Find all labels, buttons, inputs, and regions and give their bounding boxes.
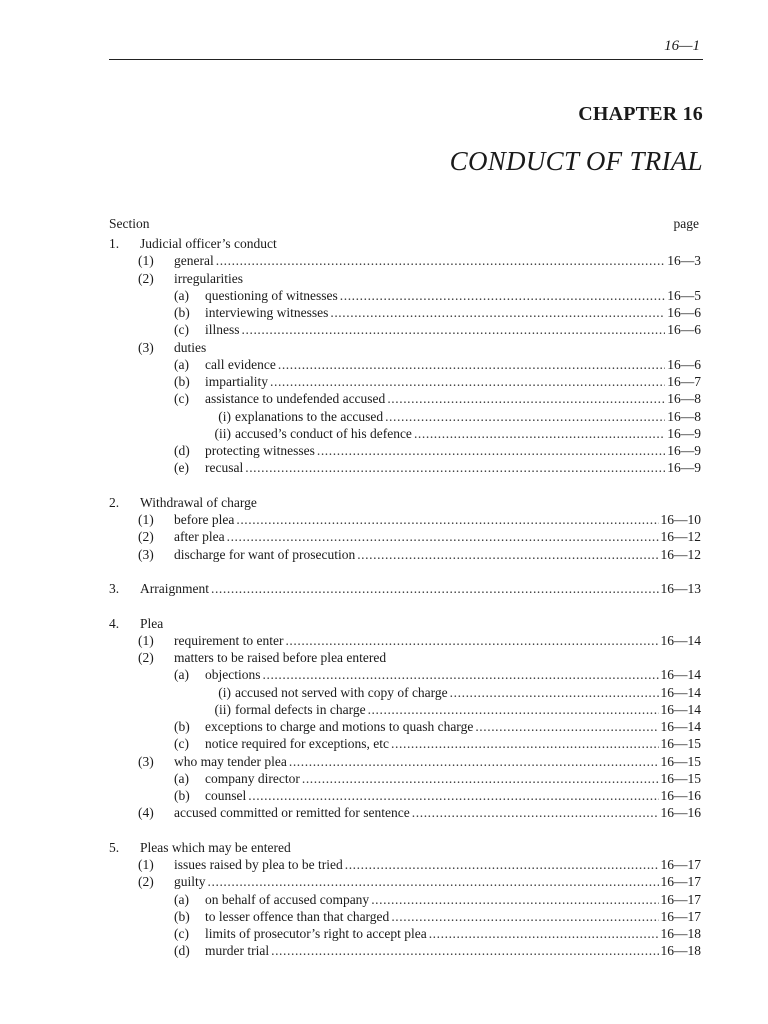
toc-entry-body bbox=[174, 649, 701, 666]
toc-dot-leader bbox=[371, 891, 658, 908]
toc-dot-leader bbox=[345, 856, 659, 873]
toc-entry bbox=[109, 804, 701, 821]
toc-entry-number: (b) bbox=[174, 374, 190, 389]
toc-entry bbox=[109, 442, 701, 459]
toc-entry-page: 16—6 bbox=[667, 322, 701, 338]
toc-section-heading: Section bbox=[109, 216, 150, 231]
toc-entry-label: issues raised by plea to be tried bbox=[174, 857, 343, 872]
toc-dot-leader bbox=[248, 787, 658, 804]
toc-spacer bbox=[109, 822, 701, 839]
toc-entry-page: 16—7 bbox=[667, 374, 701, 389]
toc-entry bbox=[109, 701, 701, 718]
toc-entry bbox=[109, 684, 701, 701]
toc-entry-body bbox=[205, 718, 701, 735]
toc-entry-number: (ii) bbox=[214, 425, 231, 441]
toc-dot-leader bbox=[216, 252, 666, 269]
toc-entry-body bbox=[174, 528, 701, 545]
toc-entry-body bbox=[140, 494, 701, 511]
toc-dot-leader bbox=[242, 321, 666, 338]
toc-entry bbox=[109, 321, 701, 338]
header-rule bbox=[109, 59, 703, 60]
toc-dot-leader bbox=[317, 442, 665, 459]
toc-entry-body bbox=[205, 321, 701, 338]
toc-entry-page: 16—14 bbox=[660, 632, 701, 648]
toc-entry-body bbox=[174, 270, 701, 287]
toc-dot-leader bbox=[385, 408, 665, 425]
toc-entry bbox=[109, 925, 701, 942]
toc-entry-number: (1) bbox=[138, 512, 154, 527]
toc-entry-label: assistance to undefended accused bbox=[205, 391, 386, 407]
toc-entry-page: 16—17 bbox=[660, 891, 701, 907]
toc-entry-label: who may tender plea bbox=[174, 753, 287, 769]
toc-entry-number: (a) bbox=[174, 356, 189, 372]
toc-entry-number: (2) bbox=[138, 270, 154, 286]
toc-entry-body bbox=[174, 804, 701, 821]
toc-dot-leader bbox=[391, 908, 658, 925]
toc-entry-number: (3) bbox=[138, 546, 154, 562]
toc-entry-number: (2) bbox=[138, 529, 154, 545]
toc-entry-label: irregularities bbox=[174, 270, 243, 286]
toc-entry-number: (b) bbox=[174, 788, 190, 803]
toc-entry-page: 16—8 bbox=[667, 391, 701, 407]
toc-entry-page: 16—18 bbox=[660, 943, 701, 959]
toc-entry-body bbox=[140, 839, 701, 856]
toc-entry-number: (a) bbox=[174, 770, 189, 786]
toc-entry-page: 16—6 bbox=[667, 305, 701, 320]
toc-entry-body bbox=[205, 787, 701, 804]
toc-entry-number: (d) bbox=[174, 443, 190, 458]
toc-entry-label: guilty bbox=[174, 874, 206, 890]
toc-entry-page: 16—10 bbox=[660, 512, 701, 527]
toc-entry bbox=[109, 546, 701, 563]
toc-entry-label: discharge for want of prosecution bbox=[174, 546, 356, 562]
toc-entry-label: requirement to enter bbox=[174, 632, 284, 648]
toc-entry-label: accused’s conduct of his defence bbox=[235, 425, 412, 441]
toc-entry-number: (3) bbox=[138, 753, 154, 769]
toc-entry-page: 16—9 bbox=[667, 425, 701, 441]
toc-entry-number: (e) bbox=[174, 460, 189, 476]
toc-entry bbox=[109, 270, 701, 287]
toc-entry-body bbox=[205, 373, 701, 390]
toc-entry bbox=[109, 304, 701, 321]
toc-entry-body bbox=[235, 684, 701, 701]
toc-dot-leader bbox=[412, 804, 659, 821]
toc-dot-leader bbox=[391, 735, 658, 752]
toc-entry-number: (c) bbox=[174, 736, 189, 752]
toc-entry-page: 16—17 bbox=[660, 857, 701, 872]
toc-entry-body bbox=[235, 701, 701, 718]
toc-dot-leader bbox=[450, 684, 659, 701]
toc-entry bbox=[109, 528, 701, 545]
toc-entry-page: 16—16 bbox=[660, 805, 701, 821]
toc-entry-body bbox=[205, 356, 701, 373]
toc-entry-body bbox=[174, 856, 701, 873]
toc-entry bbox=[109, 287, 701, 304]
toc-entry bbox=[109, 873, 701, 890]
toc-entry-number: 2. bbox=[109, 494, 120, 510]
toc-entry-page: 16—14 bbox=[660, 684, 701, 700]
toc-entry bbox=[109, 580, 701, 597]
toc-entry-label: Plea bbox=[140, 615, 164, 631]
toc-entry-number: (a) bbox=[174, 287, 189, 303]
toc-entry bbox=[109, 666, 701, 683]
toc-entry-body bbox=[174, 873, 701, 890]
toc-entry-number: (c) bbox=[174, 322, 189, 338]
toc-entry-body bbox=[205, 891, 701, 908]
toc-entry-number: (4) bbox=[138, 805, 154, 821]
toc-dot-leader bbox=[211, 580, 659, 597]
toc-entry-body bbox=[235, 425, 701, 442]
toc-entry-label: interviewing witnesses bbox=[205, 305, 329, 320]
toc-entry bbox=[109, 942, 701, 959]
toc-entry-page: 16—14 bbox=[660, 667, 701, 683]
toc-entry bbox=[109, 615, 701, 632]
toc-entry-page: 16—15 bbox=[660, 736, 701, 752]
toc-entry-label: to lesser offence than that charged bbox=[205, 908, 390, 924]
toc-dot-leader bbox=[330, 304, 665, 321]
toc-entry-number: 3. bbox=[109, 581, 120, 596]
toc-entry-body bbox=[205, 304, 701, 321]
toc-entry-page: 16—9 bbox=[667, 443, 701, 458]
toc-entry-page: 16—13 bbox=[660, 581, 701, 596]
toc-entry-body bbox=[174, 632, 701, 649]
toc-entry-label: impartiality bbox=[205, 374, 268, 389]
toc-entry-number: (a) bbox=[174, 667, 189, 683]
toc-entry-number: 5. bbox=[109, 839, 120, 855]
toc-entry bbox=[109, 511, 701, 528]
toc-entry-body bbox=[140, 235, 701, 252]
toc-entry-label: objections bbox=[205, 667, 261, 683]
toc-entry bbox=[109, 408, 701, 425]
toc-entry-label: accused not served with copy of charge bbox=[235, 684, 448, 700]
toc-page-heading: page bbox=[673, 216, 699, 231]
toc-spacer bbox=[109, 477, 701, 494]
toc-entry-label: after plea bbox=[174, 529, 225, 545]
toc-spacer bbox=[109, 563, 701, 580]
toc-entry-page: 16—3 bbox=[667, 253, 701, 269]
toc-entry-number: (1) bbox=[138, 632, 154, 648]
toc-entry-page: 16—14 bbox=[660, 701, 701, 717]
toc-entry-body bbox=[205, 442, 701, 459]
toc-entry-number: (a) bbox=[174, 891, 189, 907]
toc-entry-label: general bbox=[174, 253, 214, 269]
toc-entry-number: (3) bbox=[138, 339, 154, 355]
toc-dot-leader bbox=[208, 873, 659, 890]
toc-entry-number: (b) bbox=[174, 719, 190, 734]
toc-entry-label: Pleas which may be entered bbox=[140, 839, 291, 855]
toc-entry-label: matters to be raised before plea entered bbox=[174, 650, 387, 665]
toc-entry-page: 16—15 bbox=[660, 753, 701, 769]
toc-entry-number: (2) bbox=[138, 874, 154, 890]
toc-entry-number: (1) bbox=[138, 253, 154, 269]
toc-entry-page: 16—16 bbox=[660, 788, 701, 803]
toc-entry-page: 16—8 bbox=[667, 408, 701, 424]
toc-entry bbox=[109, 753, 701, 770]
toc-dot-leader bbox=[414, 425, 665, 442]
toc-entry-body bbox=[140, 615, 701, 632]
toc-entry-label: Arraignment bbox=[140, 581, 209, 596]
toc-entry-label: duties bbox=[174, 339, 207, 355]
toc-entry-body bbox=[174, 339, 701, 356]
toc-entry-body bbox=[205, 925, 701, 942]
toc-entry bbox=[109, 787, 701, 804]
toc-dot-leader bbox=[302, 770, 659, 787]
toc-dot-leader bbox=[227, 528, 659, 545]
table-of-contents bbox=[109, 235, 701, 960]
toc-dot-leader bbox=[340, 287, 666, 304]
toc-entry-number: (ii) bbox=[214, 701, 231, 717]
toc-entry-body bbox=[174, 753, 701, 770]
toc-entry-body bbox=[235, 408, 701, 425]
toc-dot-leader bbox=[475, 718, 658, 735]
toc-entry bbox=[109, 839, 701, 856]
toc-entry bbox=[109, 425, 701, 442]
toc-entry bbox=[109, 494, 701, 511]
toc-entry bbox=[109, 339, 701, 356]
toc-dot-leader bbox=[285, 632, 658, 649]
toc-entry-number: (b) bbox=[174, 305, 190, 320]
toc-entry-body bbox=[174, 252, 701, 269]
toc-entry-page: 16—6 bbox=[667, 356, 701, 372]
toc-entry bbox=[109, 235, 701, 252]
toc-entry bbox=[109, 735, 701, 752]
toc-entry bbox=[109, 856, 701, 873]
toc-column-headings bbox=[109, 215, 699, 232]
toc-entry-page: 16—12 bbox=[660, 529, 701, 545]
toc-entry bbox=[109, 373, 701, 390]
toc-entry bbox=[109, 459, 701, 476]
toc-dot-leader bbox=[278, 356, 665, 373]
toc-dot-leader bbox=[289, 753, 659, 770]
toc-entry-label: on behalf of accused company bbox=[205, 891, 370, 907]
toc-entry-page: 16—14 bbox=[660, 719, 701, 734]
toc-entry-label: limits of prosecutor’s right to accept plea bbox=[205, 926, 427, 941]
toc-entry-label: call evidence bbox=[205, 356, 276, 372]
toc-entry-number: 4. bbox=[109, 615, 120, 631]
toc-entry-body bbox=[205, 735, 701, 752]
toc-entry-label: accused committed or remitted for sentence bbox=[174, 805, 410, 821]
toc-entry-label: explanations to the accused bbox=[235, 408, 384, 424]
toc-entry-number: (1) bbox=[138, 857, 154, 872]
toc-entry-label: protecting witnesses bbox=[205, 443, 315, 458]
toc-entry bbox=[109, 252, 701, 269]
toc-entry-number: 1. bbox=[109, 236, 120, 251]
toc-entry-page: 16—17 bbox=[660, 874, 701, 890]
toc-entry-body bbox=[205, 908, 701, 925]
toc-entry-number: (c) bbox=[174, 391, 189, 407]
toc-entry-page: 16—17 bbox=[660, 908, 701, 924]
toc-entry-body bbox=[174, 511, 701, 528]
toc-entry-page: 16—9 bbox=[667, 460, 701, 476]
toc-entry-label: illness bbox=[205, 322, 240, 338]
toc-entry-body bbox=[205, 666, 701, 683]
toc-entry-label: formal defects in charge bbox=[235, 701, 366, 717]
toc-entry-body bbox=[205, 459, 701, 476]
toc-entry-number: (i) bbox=[218, 408, 231, 424]
toc-dot-leader bbox=[271, 942, 658, 959]
toc-entry-label: recusal bbox=[205, 460, 244, 476]
toc-entry-page: 16—15 bbox=[660, 770, 701, 786]
toc-dot-leader bbox=[368, 701, 659, 718]
toc-dot-leader bbox=[387, 390, 665, 407]
toc-entry-label: Judicial officer’s conduct bbox=[140, 236, 277, 251]
toc-entry-body bbox=[140, 580, 701, 597]
toc-entry bbox=[109, 356, 701, 373]
toc-entry bbox=[109, 908, 701, 925]
toc-entry bbox=[109, 632, 701, 649]
toc-entry bbox=[109, 649, 701, 666]
toc-dot-leader bbox=[357, 546, 658, 563]
toc-dot-leader bbox=[236, 511, 658, 528]
toc-entry-page: 16—5 bbox=[667, 287, 701, 303]
toc-entry-label: Withdrawal of charge bbox=[140, 494, 257, 510]
toc-entry-label: murder trial bbox=[205, 943, 270, 959]
toc-entry-page: 16—12 bbox=[660, 546, 701, 562]
toc-entry-label: company director bbox=[205, 770, 300, 786]
toc-entry-number: (d) bbox=[174, 943, 190, 959]
toc-entry-body bbox=[205, 287, 701, 304]
toc-entry-body bbox=[174, 546, 701, 563]
page-number: 16—1 bbox=[664, 38, 700, 54]
toc-entry bbox=[109, 390, 701, 407]
toc-entry-number: (2) bbox=[138, 650, 154, 665]
chapter-title: CONDUCT OF TRIAL bbox=[449, 146, 703, 176]
toc-entry-label: before plea bbox=[174, 512, 235, 527]
toc-entry-page: 16—18 bbox=[660, 926, 701, 941]
toc-entry-body bbox=[205, 770, 701, 787]
toc-entry-label: notice required for exceptions, etc bbox=[205, 736, 390, 752]
toc-entry-label: questioning of witnesses bbox=[205, 287, 338, 303]
toc-dot-leader bbox=[429, 925, 659, 942]
toc-dot-leader bbox=[245, 459, 665, 476]
toc-entry-number: (c) bbox=[174, 926, 189, 941]
toc-spacer bbox=[109, 597, 701, 614]
toc-entry bbox=[109, 891, 701, 908]
toc-dot-leader bbox=[263, 666, 659, 683]
toc-entry-body bbox=[205, 390, 701, 407]
toc-dot-leader bbox=[270, 373, 665, 390]
toc-entry-label: exceptions to charge and motions to quash charge bbox=[205, 719, 474, 734]
toc-entry-number: (b) bbox=[174, 908, 190, 924]
toc-entry-number: (i) bbox=[218, 684, 231, 700]
toc-entry-label: counsel bbox=[205, 788, 247, 803]
toc-entry bbox=[109, 718, 701, 735]
toc-entry bbox=[109, 770, 701, 787]
toc-entry-body bbox=[205, 942, 701, 959]
chapter-label: CHAPTER 16 bbox=[578, 103, 703, 125]
